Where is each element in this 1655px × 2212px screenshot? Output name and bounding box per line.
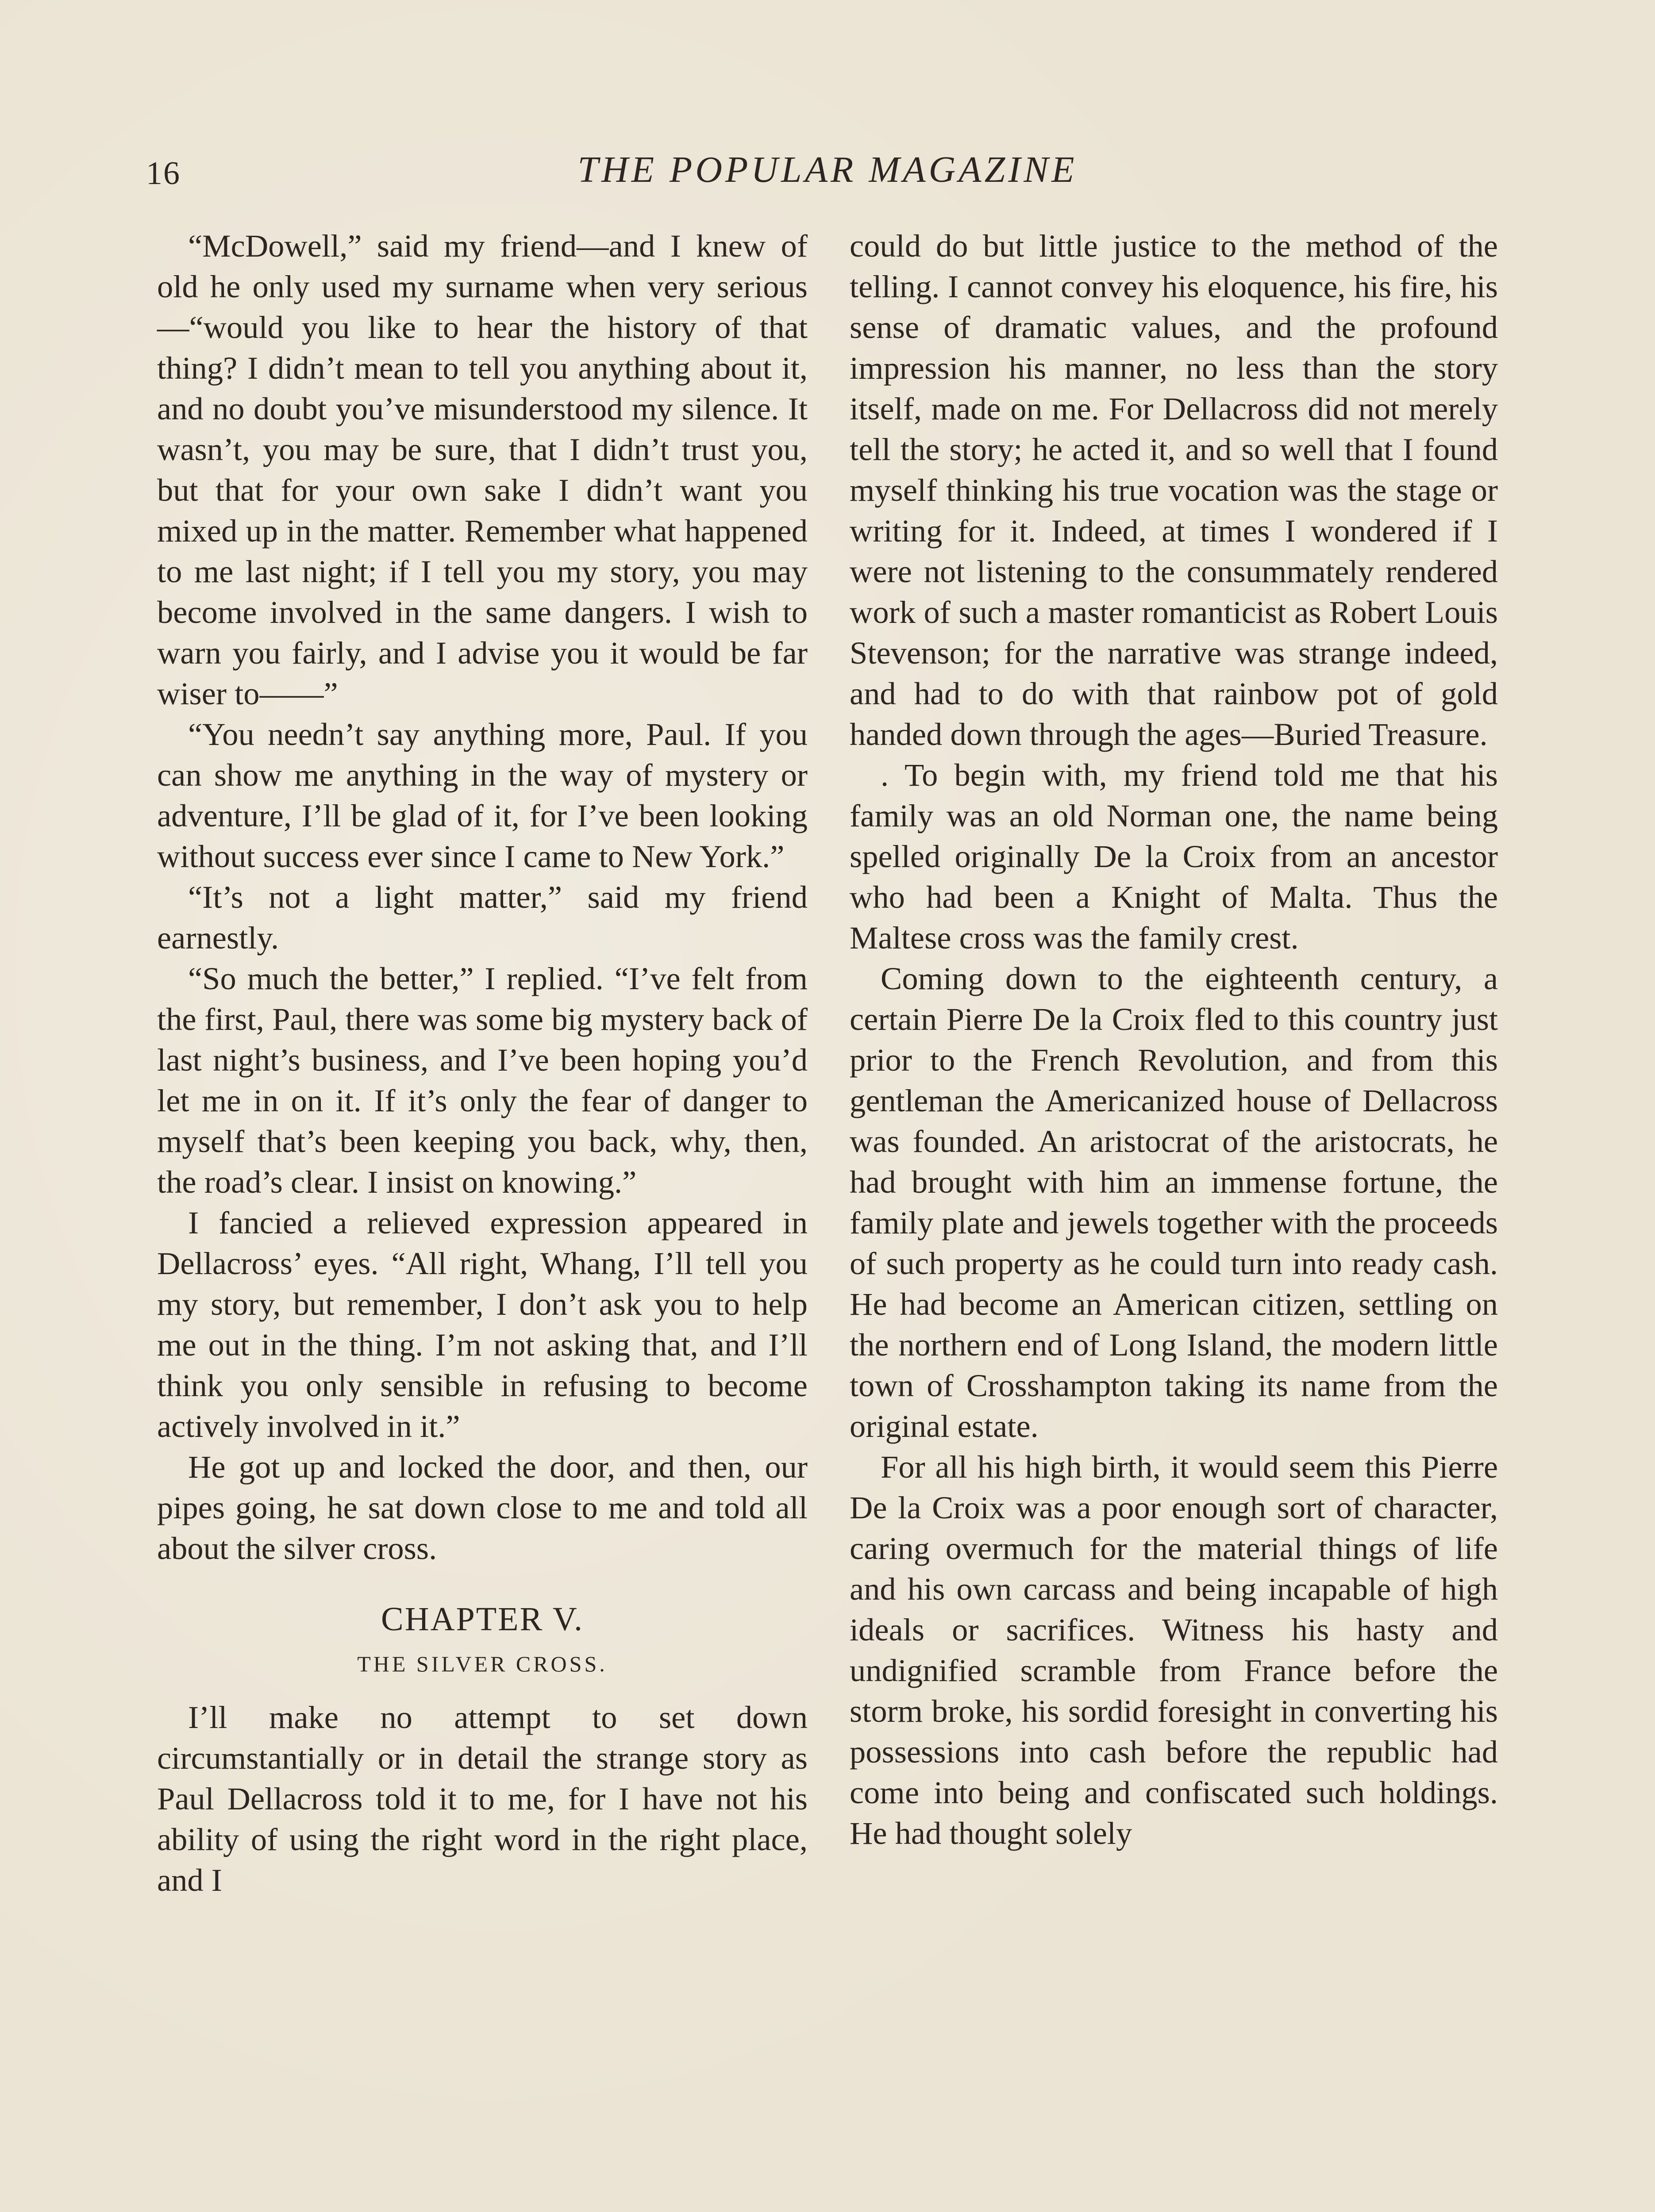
paragraph: I’ll make no attempt to set down circumstantially or in detail the strange story as Paul Dellacross told it to me, for I have not his ability of using the right word in the right place, and I [157,1699,808,1898]
paragraph: “It’s not a light matter,” said my friend earnestly. [157,879,808,956]
paragraph: “So much the better,” I replied. “I’ve felt from the first, Paul, there was some big mystery back of last night’s business, and I’ve been hoping you’d let me in on it. If it’s only the fear of danger to myself that’s been keeping you back, why, then, the road’s clear. I insist on knowing.” [157,960,808,1200]
chapter-title: CHAPTER V. [381,1601,584,1638]
running-title: THE POPULAR MAGAZINE [577,149,1078,190]
left-column [157,226,808,2212]
right-column [850,226,1498,2212]
paragraph: Coming down to the eighteenth century, a certain Pierre De la Croix fled to this country just prior to the French Revolution, and from this gentleman the Americanized house of Dellacross was founded. An aristocrat of the aristocrats, he had brought with him an immense fortune, the family plate and jewels together with the proceeds of such property as he could turn into ready cash. He had become an American citizen, settling on the northern end of Long Island, the modern little town of Crosshampton taking its name from the original estate. [850,960,1498,1444]
paragraph: “You needn’t say anything more, Paul. If you can show me anything in the way of mystery or adventure, I’ll be glad of it, for I’ve been looking without success ever since I came to New York.” [157,716,808,874]
paragraph: He got up and locked the door, and then, our pipes going, he sat down close to me and told all about the silver cross. [157,1449,808,1566]
paragraph-continuation: could do but little justice to the method of the telling. I cannot convey his eloquence, his fire, his sense of dramatic values, and the profound impression his manner, no less than the story itself, made on me. For Dellacross did not merely tell the story; he acted it, and so well that I found myself thinking his true vocation was the stage or writing for it. Indeed, at times I wondered if I were not listening to the consummately rendered work of such a master romanticist as Robert Louis Stevenson; for the narrative was strange indeed, and had to do with that rainbow pot of gold handed down through the ages—Buried Treasure. [850,228,1498,752]
page-number: 16 [146,155,181,192]
paragraph: “McDowell,” said my friend—and I knew of old he only used my surname when very serious—“would you like to hear the history of that thing? I didn’t mean to tell you anything about it, and no doubt you’ve misunderstood my silence. It wasn’t, you may be sure, that I didn’t trust you, but that for your own sake I didn’t want you mixed up in the matter. Remember what happened to me last night; if I tell you my story, you may become involved in the same dangers. I wish to warn you fairly, and I advise you it would be far wiser to——” [157,228,808,711]
paragraph: For all his high birth, it would seem this Pierre De la Croix was a poor enough sort of character, caring overmuch for the material things of life and his own carcass and being incapable of high ideals or sacrifices. Witness his hasty and undignified scramble from France before the storm broke, his sordid foresight in converting his possessions into cash before the republic had come into being and confiscated such holdings. He had thought solely [850,1449,1498,1851]
chapter-subtitle: THE SILVER CROSS. [357,1651,608,1676]
paragraph: I fancied a relieved expression appeared in Dellacross’ eyes. “All right, Whang, I’ll tell you my story, but remember, I don’t ask you to help me out in the thing. I’m not asking that, and I’ll think you only sensible in refusing to become actively involved in it.” [157,1205,808,1444]
paragraph: . To begin with, my friend told me that his family was an old Norman one, the name being spelled originally De la Croix from an ancestor who had been a Knight of Malta. Thus the Maltese cross was the family crest. [850,757,1498,956]
